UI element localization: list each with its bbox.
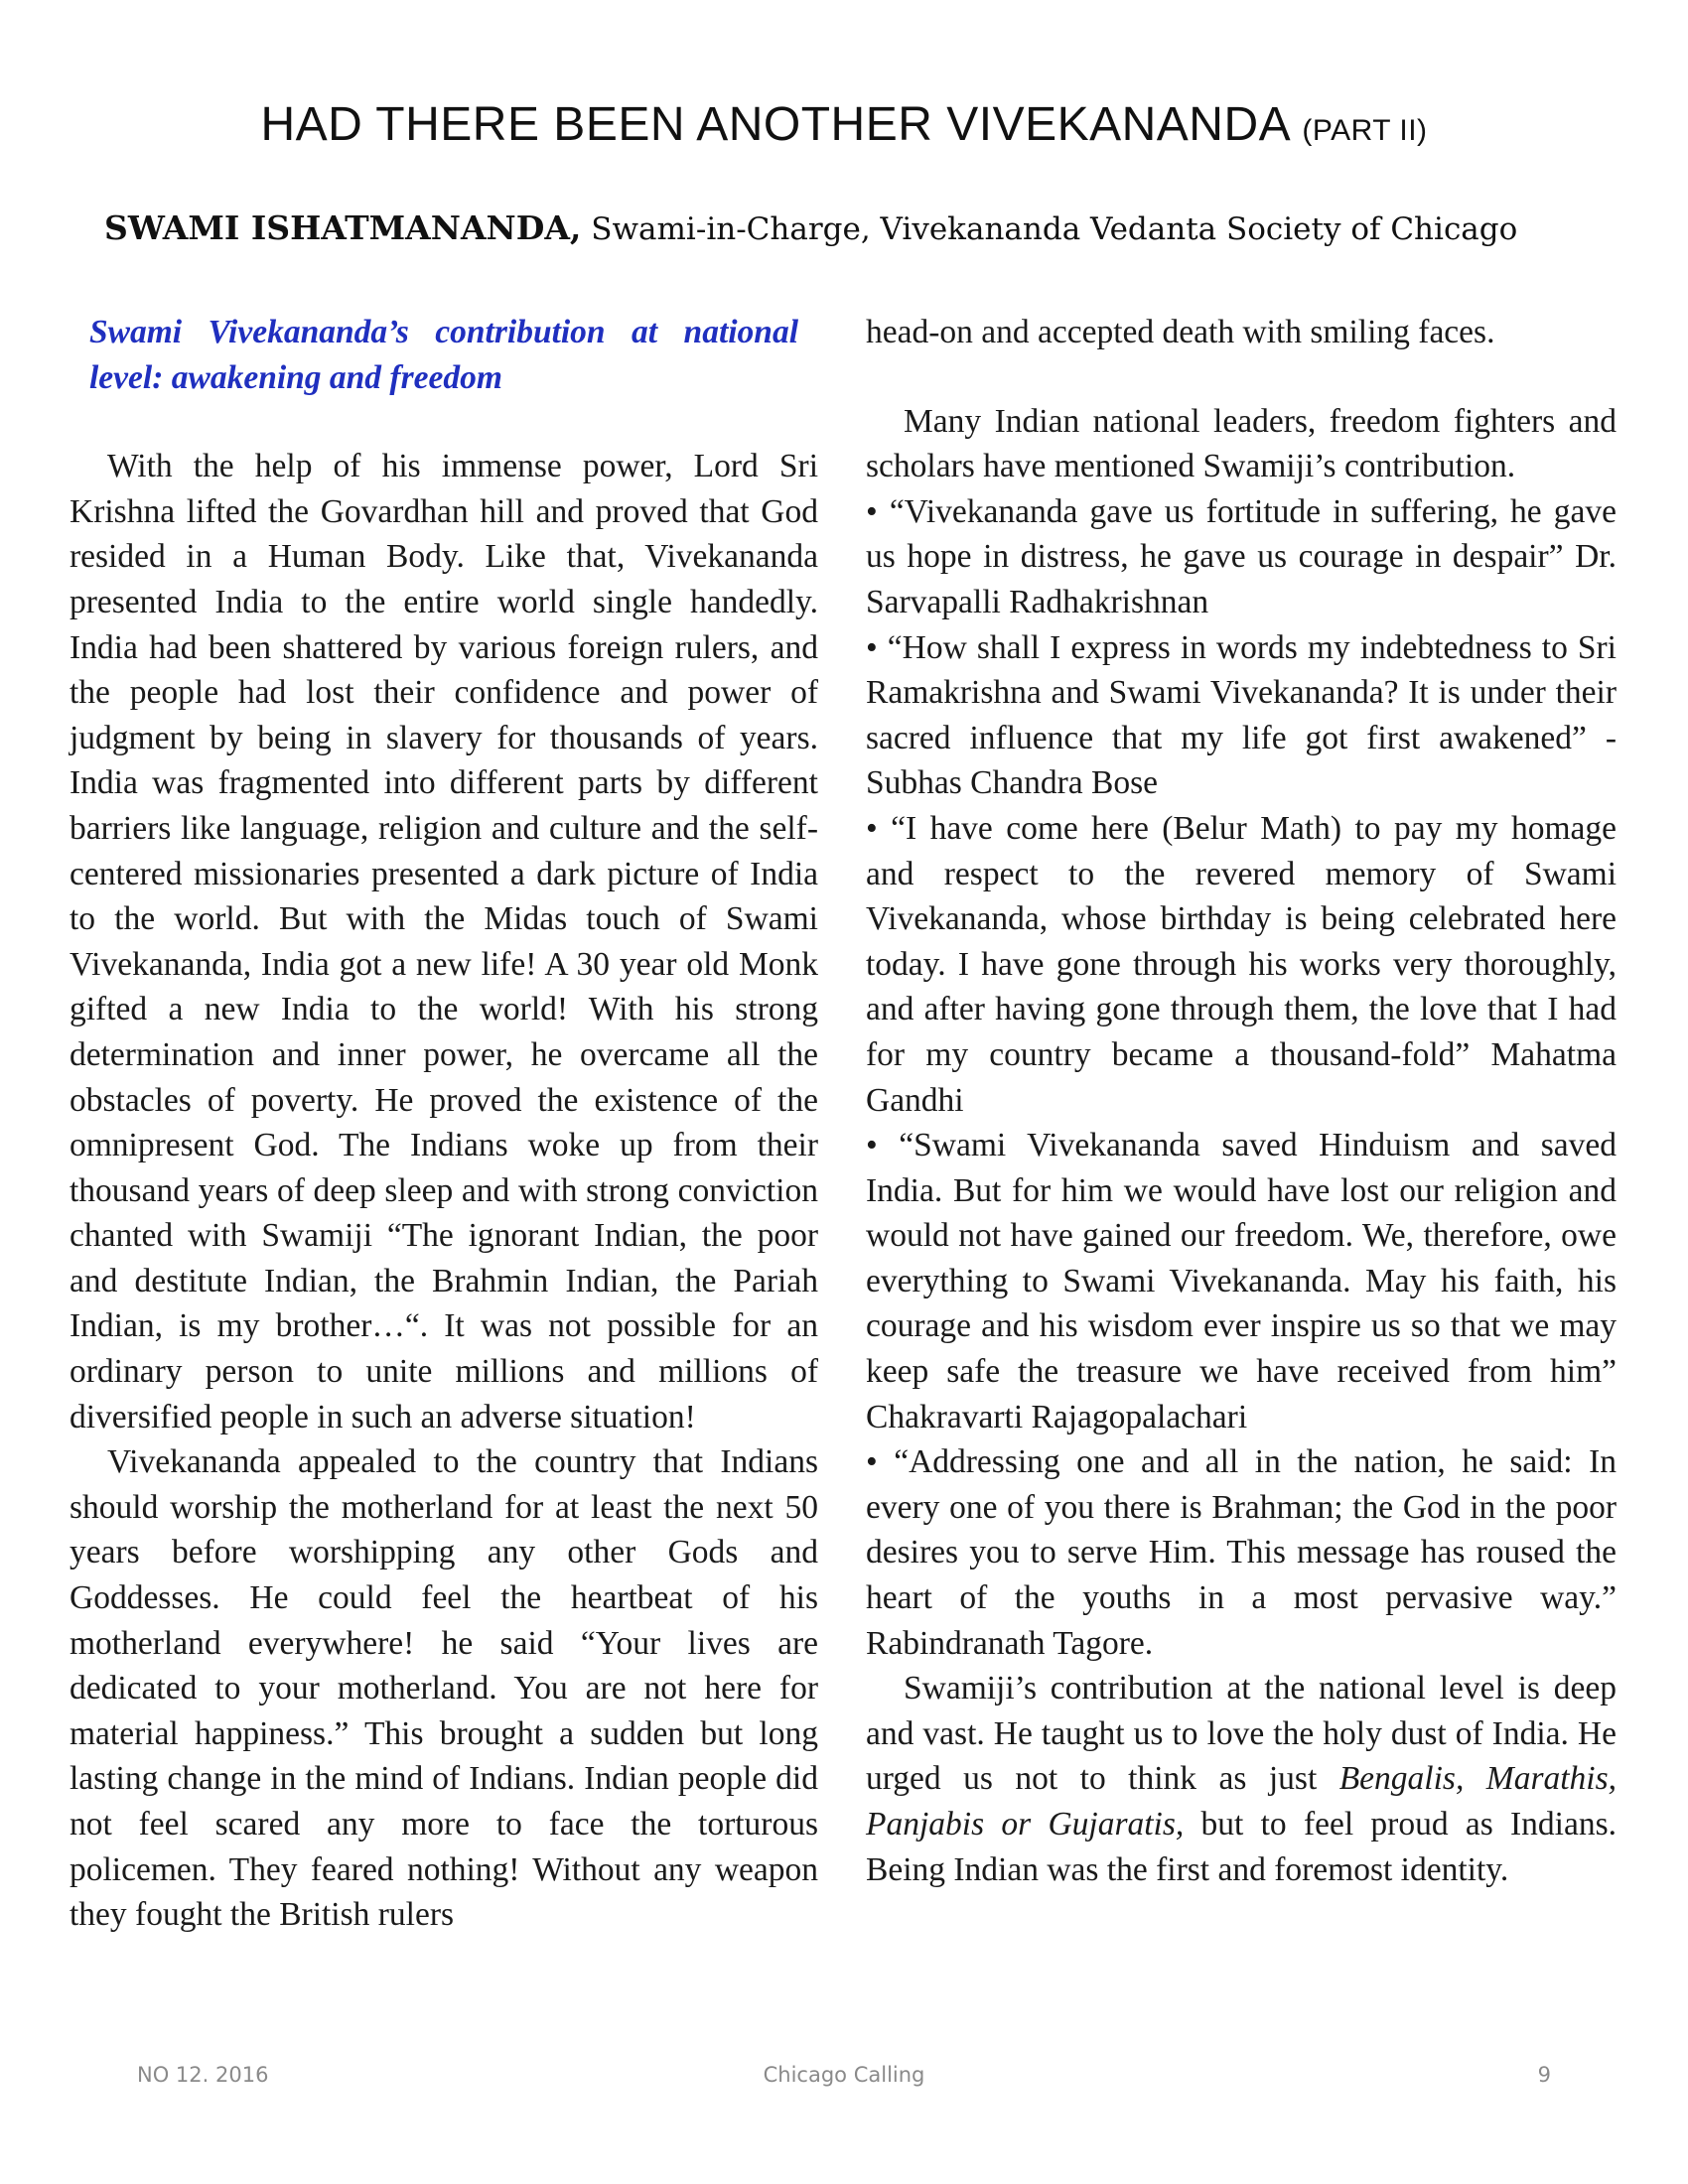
closing-text-italic: Bengalis, Marathis, Panjabis or Gujaratis, — [866, 1760, 1618, 1843]
left-column — [70, 310, 818, 1938]
footer-issue: NO 12. 2016 — [137, 2063, 269, 2087]
article-title — [0, 97, 1688, 152]
byline — [104, 208, 1594, 247]
quote-item: • “Swami Vivekananda saved Hinduism and saved India. But for him we would have lost our religion and would not have gained our freedom. We, therefore, owe everything to Swami Vivekananda. May his faith, his courage and his wisdom ever inspire us so that we may keep safe the treasure we have received from him” Chakravarti Rajagopalachari — [866, 1127, 1617, 1435]
quote-item: • “Addressing one and all in the nation, he said: In every one of you there is Brahman; the God in the poor desires you to serve Him. This message has roused the heart of the youths in a most pervasive way.” Rabindranath Tagore. — [866, 1443, 1617, 1662]
quote-item: • “Vivekananda gave us fortitude in suffering, he gave us hope in distress, he gave us courage in despair” Dr. Sarvapalli Radhakrishnan — [866, 492, 1617, 620]
closing-text-end: but to feel proud as Indians. Being Indian was the first and foremost identity. — [866, 1806, 1618, 1888]
right-column — [866, 310, 1617, 1892]
footer-page-number: 9 — [1537, 2063, 1551, 2087]
body-paragraph: Vivekananda appealed to the country that Indians should worship the motherland for at least the next 50 years before worshipping any other Gods and Goddesses. He could feel the heartbeat of his motherland everywhere! he said “Your lives are dedicated to your motherland. You are not here for material happiness.” This brought a sudden but long lasting change in the mind of Indians. Indian people did not feel scared any more to face the torturous policemen. They feared nothing! Without any weapon they fought the British rulers — [70, 1443, 818, 1934]
article-title-text: HAD THERE BEEN ANOTHER VIVEKANANDA — [260, 98, 1289, 151]
page-footer — [0, 2063, 1688, 2093]
closing-text-start: Swamiji’s contribution at the national level is deep and vast. He taught us to love the holy dust of India. He urged us not to think as just — [866, 1670, 1617, 1798]
continuation-paragraph: head-on and accepted death with smiling faces. — [866, 314, 1495, 350]
closing-paragraph — [866, 1666, 1617, 1892]
footer-publication: Chicago Calling — [763, 2063, 925, 2087]
section-subheading: Swami Vivekananda’s contribution at national level: awakening and freedom — [89, 314, 798, 396]
author-role: Swami-in-Charge, Vivekananda Vedanta Society of Chicago — [591, 211, 1518, 247]
intro-paragraph: Many Indian national leaders, freedom fighters and scholars have mentioned Swamiji’s contribution. — [866, 402, 1617, 485]
quote-item: • “How shall I express in words my indebtedness to Sri Ramakrishna and Swami Vivekananda? It is under their sacred influence that my life got first awakened” - Subhas Chandra Bose — [866, 628, 1617, 802]
author-name: SWAMI ISHATMANANDA, — [104, 208, 582, 247]
body-paragraph: With the help of his immense power, Lord Sri Krishna lifted the Govardhan hill and proved that God resided in a Human Body. Like that, Vivekananda presented India to the entire world single handedly. India had been shattered by various foreign rulers, and the people had lost their confidence and power of judgment by being in slavery for thousands of years. India was fragmented into different parts by different barriers like language, religion and culture and the self-centered missionaries presented a dark picture of India to the world. But with the Midas touch of Swami Vivekananda, India got a new life! A 30 year old Monk gifted a new India to the world! With his strong determination and inner power, he overcame all the obstacles of poverty. He proved the existence of the omnipresent God. The Indians woke up from their thousand years of deep sleep and with strong conviction chanted with Swamiji “The ignorant Indian, the poor and destitute Indian, the Brahmin Indian, the Pariah Indian, is my brother…“. It was not possible for an ordinary person to unite millions and millions of diversified people in such an adverse situation! — [70, 448, 818, 1435]
article-title-part: (PART II) — [1302, 114, 1428, 147]
quote-item: • “I have come here (Belur Math) to pay my homage and respect to the revered memory of Swami Vivekananda, whose birthday is being celebrated here today. I have gone through his works very thoroughly, and after having gone through them, the love that I had for my country became a thousand-fold” Mahatma Gandhi — [866, 809, 1617, 1119]
